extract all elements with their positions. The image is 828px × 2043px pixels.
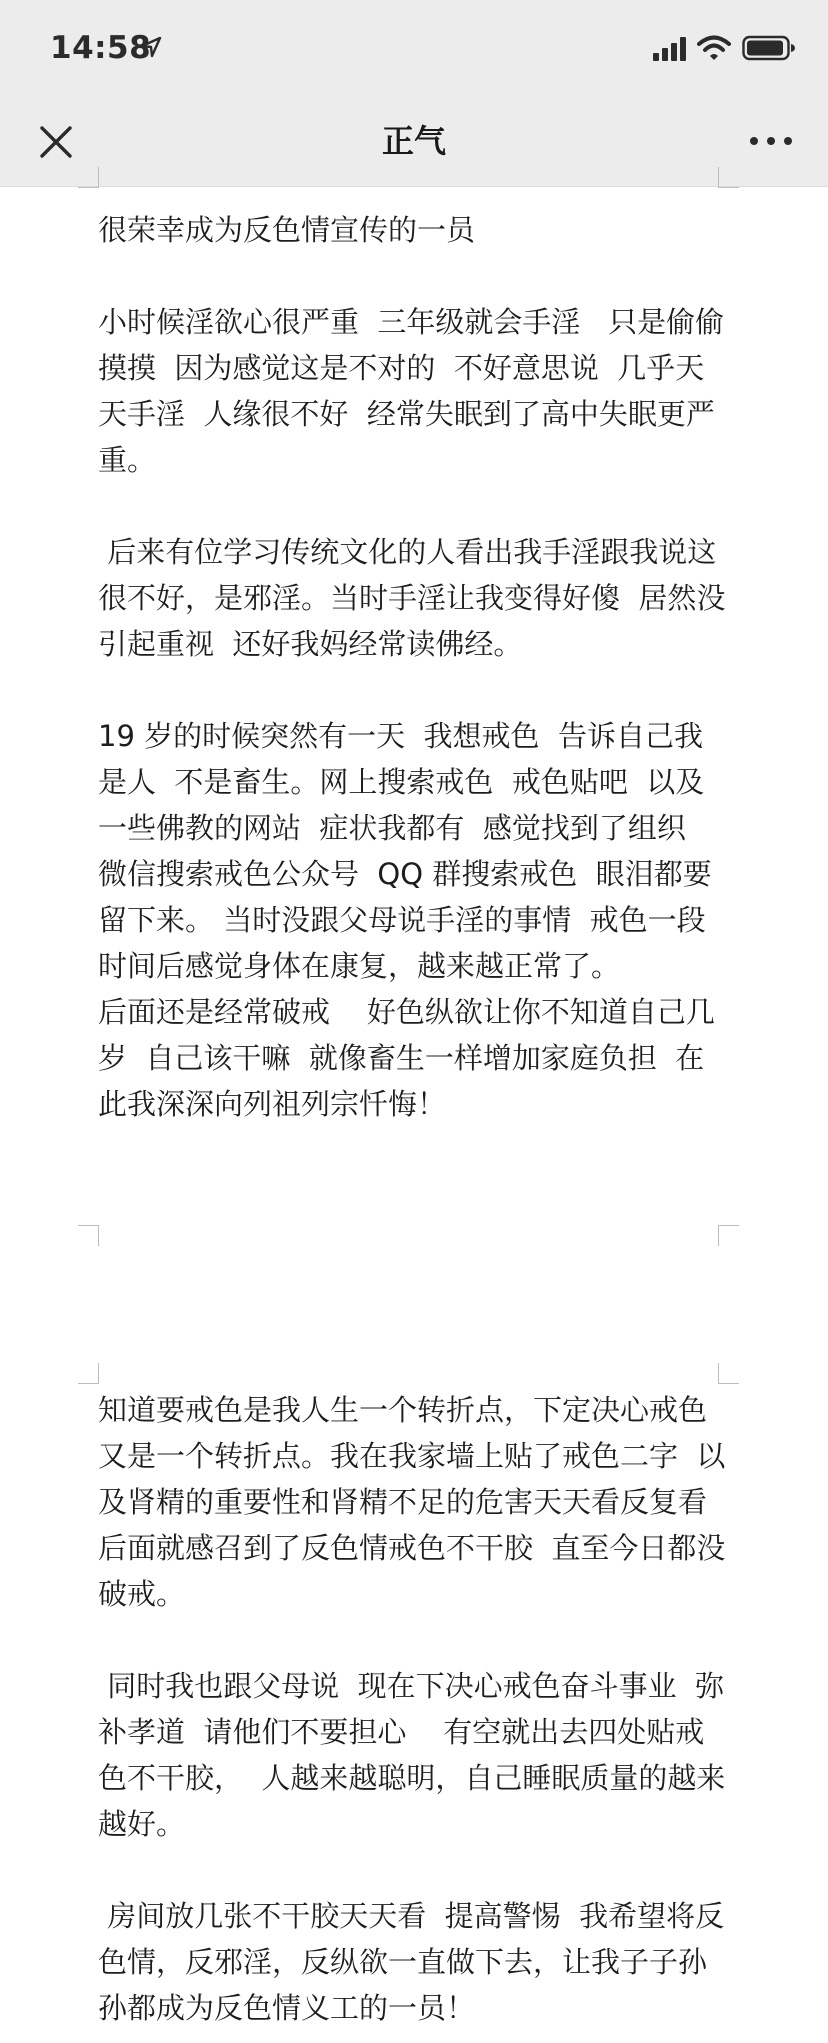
battery-icon bbox=[742, 34, 796, 62]
article-content bbox=[0, 187, 828, 2043]
status-bar bbox=[0, 0, 828, 98]
paragraph: 小时候淫欲心很严重 三年级就会手淫 只是偷偷摸摸 因为感觉这是不对的 不好意思说 几乎天天手淫 人缘很不好 经常失眠到了高中失眠更严重。 bbox=[98, 305, 725, 477]
crop-mark bbox=[78, 167, 99, 188]
crop-mark bbox=[718, 167, 739, 188]
wifi-icon bbox=[697, 34, 731, 62]
crop-mark bbox=[78, 1363, 99, 1384]
crop-mark bbox=[718, 1363, 739, 1384]
paragraph: 知道要戒色是我人生一个转折点，下定决心戒色又是一个转折点。我在我家墙上贴了戒色二字 以及肾精的重要性和肾精不足的危害天天看反复看 后面就感召到了反色情戒色不干胶 直至今日都没破戒。 bbox=[98, 1393, 744, 1611]
more-dots-icon[interactable] bbox=[746, 128, 796, 154]
nav-bar bbox=[0, 98, 828, 187]
paragraph: 很荣幸成为反色情宣传的一员 bbox=[98, 213, 476, 247]
paragraph: 19 岁的时候突然有一天 我想戒色 告诉自己我是人 不是畜生。网上搜索戒色 戒色贴吧 以及一些佛教的网站 症状我都有 感觉找到了组织 微信搜索戒色公众号 QQ 群搜索戒色 眼泪都要留下来。 当时没跟父母说手淫的事情 戒色一段时间后感觉身体在康复，越来越正常了。 后面还是经常破戒 好色纵欲让你不知道自己几岁 自己该干嘛 就像畜生一样增加家庭负担 在此我深深向列祖列宗忏悔！ bbox=[98, 719, 715, 1121]
page-title: 正气 bbox=[381, 122, 446, 160]
status-time: 14:58 bbox=[50, 30, 152, 66]
document-page-2 bbox=[98, 1387, 744, 2031]
cellular-signal-icon bbox=[652, 36, 688, 62]
document-page-1 bbox=[98, 207, 730, 1127]
crop-mark bbox=[78, 1225, 99, 1246]
paragraph: 后来有位学习传统文化的人看出我手淫跟我说这很不好，是邪淫。当时手淫让我变得好傻 居然没引起重视 还好我妈经常读佛经。 bbox=[98, 535, 726, 661]
paragraph: 同时我也跟父母说 现在下决心戒色奋斗事业 弥补孝道 请他们不要担心 有空就出去四处贴戒色不干胶， 人越来越聪明，自己睡眠质量的越来越好。 bbox=[98, 1669, 726, 1841]
location-arrow-icon bbox=[140, 36, 162, 58]
paragraph: 房间放几张不干胶天天看 提高警惕 我希望将反色情，反邪淫，反纵欲一直做下去，让我子子孙孙都成为反色情义工的一员！ bbox=[98, 1899, 725, 2025]
crop-mark bbox=[718, 1225, 739, 1246]
